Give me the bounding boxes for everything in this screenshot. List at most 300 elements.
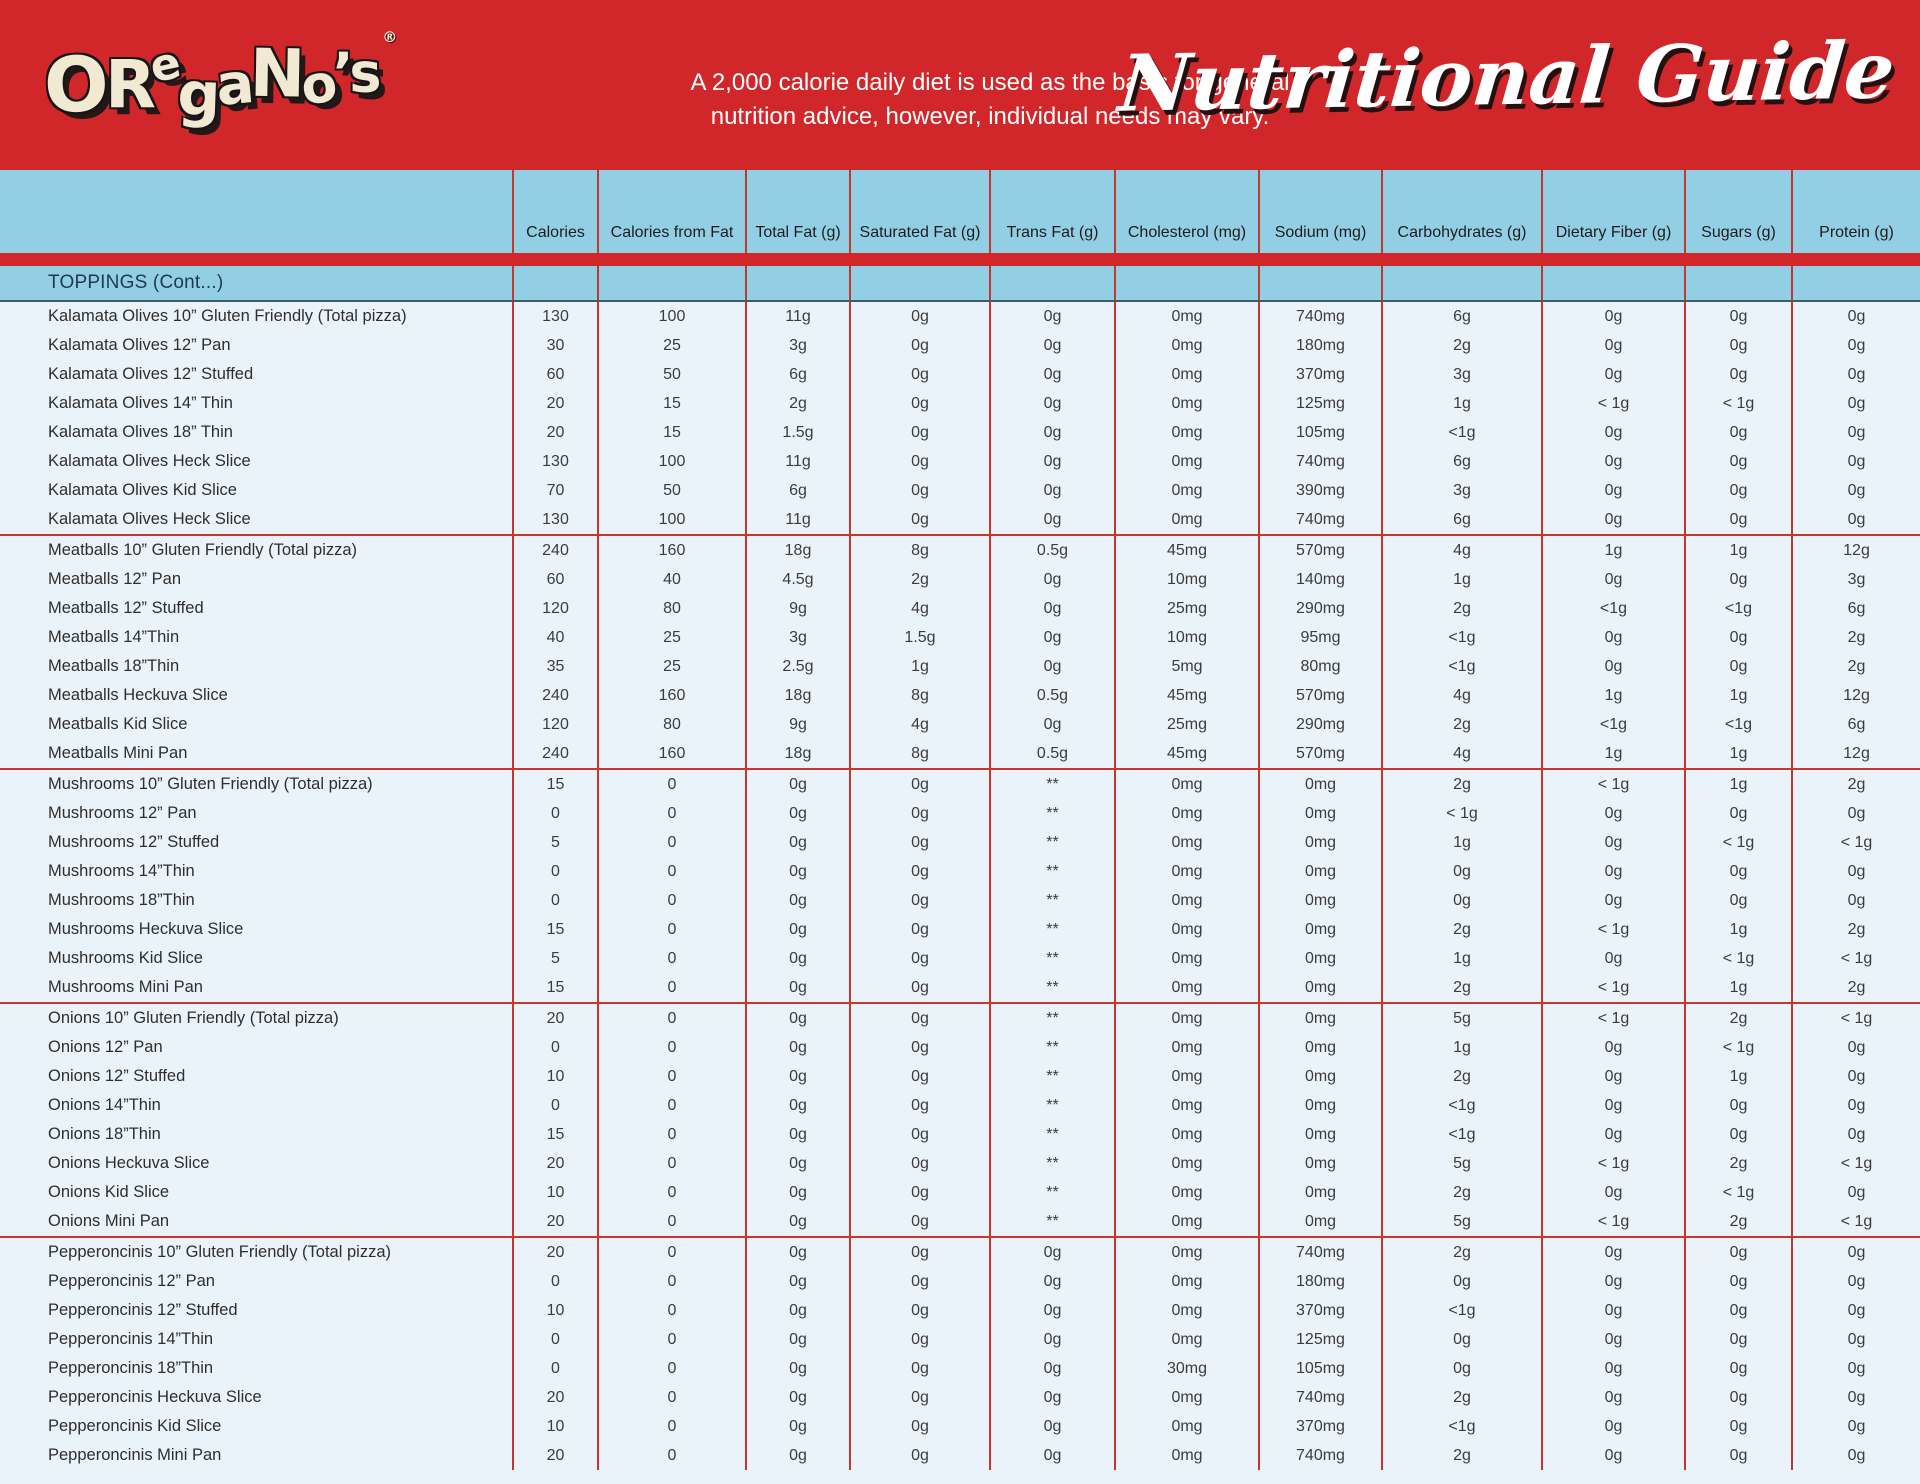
disclaimer-line-2: nutrition advice, however, individual needs may vary. xyxy=(710,103,1270,131)
table-row xyxy=(0,476,1920,505)
logo-letter: O xyxy=(42,39,107,131)
nutrition-value: 6g xyxy=(1793,594,1920,623)
nutrition-value: 1g xyxy=(1686,536,1793,565)
nutrition-value: 25 xyxy=(599,331,747,360)
nutrition-value: ** xyxy=(991,1149,1116,1178)
nutrition-value: 570mg xyxy=(1260,681,1383,710)
nutrition-value: 0g xyxy=(1686,857,1793,886)
nutrition-value: 740mg xyxy=(1260,505,1383,534)
nutrition-value: 0g xyxy=(1543,331,1686,360)
nutrition-value: 0mg xyxy=(1116,799,1260,828)
nutrition-value: 45mg xyxy=(1116,739,1260,768)
nutrition-value: 0mg xyxy=(1116,505,1260,534)
nutrition-value: < 1g xyxy=(1686,389,1793,418)
nutrition-value: 0 xyxy=(599,1325,747,1354)
nutrition-value: 20 xyxy=(514,1207,599,1236)
section-cell xyxy=(1383,266,1543,300)
nutrition-value: 290mg xyxy=(1260,594,1383,623)
nutrition-value: 0g xyxy=(1686,1383,1793,1412)
nutrition-value: 740mg xyxy=(1260,1383,1383,1412)
nutrition-value: 0g xyxy=(1543,1238,1686,1267)
nutrition-value: 0g xyxy=(1793,1354,1920,1383)
nutrition-value: 0g xyxy=(1543,505,1686,534)
nutrition-value: 60 xyxy=(514,565,599,594)
nutrition-value: 3g xyxy=(747,623,851,652)
nutrition-value: 2g xyxy=(1383,1383,1543,1412)
nutrition-value: 0g xyxy=(991,594,1116,623)
column-header-carbohydrates: Carbohydrates (g) xyxy=(1383,170,1543,253)
item-name: Onions 18”Thin xyxy=(0,1120,514,1149)
item-name: Onions Kid Slice xyxy=(0,1178,514,1207)
nutrition-value: 25mg xyxy=(1116,594,1260,623)
logo-letter: N xyxy=(249,34,302,113)
nutrition-value: 0g xyxy=(747,973,851,1002)
nutrition-value: 0g xyxy=(1543,447,1686,476)
item-name: Onions 10” Gluten Friendly (Total pizza) xyxy=(0,1004,514,1033)
section-cell xyxy=(599,266,747,300)
nutrition-value: 1.5g xyxy=(747,418,851,447)
nutrition-value: 0g xyxy=(747,1238,851,1267)
nutrition-value: 1g xyxy=(1686,681,1793,710)
nutrition-value: 45mg xyxy=(1116,681,1260,710)
item-name: Meatballs 10” Gluten Friendly (Total pizza) xyxy=(0,536,514,565)
nutrition-value: 370mg xyxy=(1260,1296,1383,1325)
nutrition-value: 6g xyxy=(1383,302,1543,331)
nutrition-value: 0g xyxy=(1793,1383,1920,1412)
nutrition-value: < 1g xyxy=(1543,1207,1686,1236)
nutrition-value: 8g xyxy=(851,681,991,710)
nutrition-value: 0g xyxy=(851,1383,991,1412)
nutrition-value: 25 xyxy=(599,623,747,652)
table-row xyxy=(0,418,1920,447)
nutrition-value: 0g xyxy=(1793,331,1920,360)
nutrition-value: 0.5g xyxy=(991,536,1116,565)
nutrition-value: 50 xyxy=(599,476,747,505)
column-header-total-fat: Total Fat (g) xyxy=(747,170,851,253)
nutrition-value: 0mg xyxy=(1260,944,1383,973)
nutrition-value: <1g xyxy=(1383,1091,1543,1120)
nutrition-value: 0g xyxy=(747,828,851,857)
nutrition-value: ** xyxy=(991,973,1116,1002)
nutrition-value: 100 xyxy=(599,447,747,476)
nutrition-value: <1g xyxy=(1686,594,1793,623)
nutrition-value: 0g xyxy=(1793,1178,1920,1207)
nutrition-value: 0g xyxy=(1543,1383,1686,1412)
item-name: Pepperoncinis 14”Thin xyxy=(0,1325,514,1354)
nutrition-value: 0 xyxy=(599,886,747,915)
nutrition-value: 1g xyxy=(1543,681,1686,710)
nutrition-value: 0g xyxy=(991,302,1116,331)
nutrition-value: 0 xyxy=(599,1178,747,1207)
item-name: Kalamata Olives 12” Pan xyxy=(0,331,514,360)
section-header-row xyxy=(0,266,1920,302)
nutrition-value: 0 xyxy=(599,770,747,799)
nutrition-value: 0g xyxy=(1686,1267,1793,1296)
nutrition-value: 0g xyxy=(991,476,1116,505)
nutrition-value: <1g xyxy=(1383,652,1543,681)
column-header-trans-fat: Trans Fat (g) xyxy=(991,170,1116,253)
nutrition-value: 2g xyxy=(1383,1238,1543,1267)
item-name: Mushrooms 18”Thin xyxy=(0,886,514,915)
nutrition-value: < 1g xyxy=(1686,944,1793,973)
nutrition-value: 12g xyxy=(1793,681,1920,710)
nutrition-value: 60 xyxy=(514,360,599,389)
nutrition-value: 0g xyxy=(1383,1354,1543,1383)
nutrition-value: 0g xyxy=(1543,1091,1686,1120)
nutrition-value: 3g xyxy=(747,331,851,360)
nutrition-value: 15 xyxy=(599,418,747,447)
column-header-calories-from-fat: Calories from Fat xyxy=(599,170,747,253)
nutrition-value: 0mg xyxy=(1116,944,1260,973)
nutrition-value: 0g xyxy=(851,1149,991,1178)
nutrition-value: < 1g xyxy=(1686,1033,1793,1062)
table-row xyxy=(0,1120,1920,1149)
item-name: Pepperoncinis Kid Slice xyxy=(0,1412,514,1441)
column-header-row xyxy=(0,170,1920,253)
item-name: Meatballs 12” Pan xyxy=(0,565,514,594)
nutrition-value: 2g xyxy=(747,389,851,418)
nutrition-value: 0g xyxy=(851,1207,991,1236)
nutrition-value: 2g xyxy=(1383,710,1543,739)
nutrition-value: 0g xyxy=(851,1267,991,1296)
nutrition-value: 1g xyxy=(1383,389,1543,418)
nutrition-value: 100 xyxy=(599,302,747,331)
nutrition-value: 0mg xyxy=(1116,389,1260,418)
item-name: Meatballs Mini Pan xyxy=(0,739,514,768)
nutrition-value: 370mg xyxy=(1260,1412,1383,1441)
nutrition-value: 0 xyxy=(599,1296,747,1325)
nutrition-value: 0g xyxy=(851,915,991,944)
nutrition-value: 0g xyxy=(1686,1325,1793,1354)
nutrition-value: 0g xyxy=(851,389,991,418)
item-name: Meatballs 12” Stuffed xyxy=(0,594,514,623)
nutrition-value: 0mg xyxy=(1116,1441,1260,1470)
nutrition-value: 0g xyxy=(1686,623,1793,652)
table-body xyxy=(0,302,1920,1470)
nutrition-value: < 1g xyxy=(1793,1207,1920,1236)
nutrition-value: 0g xyxy=(1543,1267,1686,1296)
nutrition-value: 105mg xyxy=(1260,418,1383,447)
item-name: Pepperoncinis Heckuva Slice xyxy=(0,1383,514,1412)
nutrition-value: 10mg xyxy=(1116,565,1260,594)
nutrition-value: 0g xyxy=(851,302,991,331)
table-row xyxy=(0,739,1920,768)
nutrition-table xyxy=(0,170,1920,1470)
table-row xyxy=(0,360,1920,389)
nutrition-value: 2g xyxy=(1383,594,1543,623)
nutrition-value: 3g xyxy=(1383,476,1543,505)
nutrition-value: <1g xyxy=(1686,710,1793,739)
nutrition-value: <1g xyxy=(1543,594,1686,623)
nutrition-value: 0g xyxy=(747,857,851,886)
nutrition-value: 80 xyxy=(599,710,747,739)
nutrition-value: 0g xyxy=(1686,1091,1793,1120)
nutrition-value: 0g xyxy=(747,1062,851,1091)
nutrition-value: 1g xyxy=(1383,565,1543,594)
column-header-dietary-fiber: Dietary Fiber (g) xyxy=(1543,170,1686,253)
item-name: Mushrooms 12” Stuffed xyxy=(0,828,514,857)
nutrition-value: 2g xyxy=(1383,331,1543,360)
nutrition-value: 0g xyxy=(1793,1091,1920,1120)
logo-letter: a xyxy=(213,51,254,119)
nutrition-value: 2g xyxy=(1383,973,1543,1002)
nutrition-value: 0g xyxy=(991,1412,1116,1441)
nutrition-value: 0g xyxy=(851,1354,991,1383)
nutrition-value: 0g xyxy=(1543,1412,1686,1441)
nutrition-value: 0g xyxy=(747,1033,851,1062)
item-name: Onions 12” Pan xyxy=(0,1033,514,1062)
nutrition-value: 1g xyxy=(1686,770,1793,799)
nutrition-value: 0mg xyxy=(1260,1120,1383,1149)
nutrition-value: 0 xyxy=(599,944,747,973)
item-name: Pepperoncinis 18”Thin xyxy=(0,1354,514,1383)
table-row xyxy=(0,1207,1920,1236)
nutrition-value: 0g xyxy=(991,1354,1116,1383)
nutrition-value: ** xyxy=(991,1062,1116,1091)
nutrition-value: 0g xyxy=(851,828,991,857)
nutrition-value: ** xyxy=(991,857,1116,886)
nutrition-value: 240 xyxy=(514,739,599,768)
nutrition-value: 0g xyxy=(1686,418,1793,447)
nutrition-value: 0mg xyxy=(1116,1120,1260,1149)
nutrition-value: < 1g xyxy=(1543,915,1686,944)
nutrition-value: 0g xyxy=(851,1120,991,1149)
nutrition-value: < 1g xyxy=(1686,1178,1793,1207)
item-name: Pepperoncinis Mini Pan xyxy=(0,1441,514,1470)
nutritional-guide-title: Nutritional Guide xyxy=(1115,25,1899,130)
nutrition-value: 0g xyxy=(1686,302,1793,331)
item-name: Onions Heckuva Slice xyxy=(0,1149,514,1178)
nutrition-value: 0g xyxy=(1793,857,1920,886)
nutrition-value: 2g xyxy=(1383,915,1543,944)
nutrition-value: 0mg xyxy=(1116,1267,1260,1296)
nutrition-value: 1.5g xyxy=(851,623,991,652)
nutrition-value: 0g xyxy=(1793,360,1920,389)
nutrition-value: 0 xyxy=(599,1033,747,1062)
nutrition-value: 20 xyxy=(514,1004,599,1033)
nutrition-value: 0mg xyxy=(1260,1178,1383,1207)
item-name: Meatballs Kid Slice xyxy=(0,710,514,739)
nutrition-value: 740mg xyxy=(1260,302,1383,331)
item-name: Meatballs 14”Thin xyxy=(0,623,514,652)
table-row xyxy=(0,973,1920,1002)
nutrition-value: 0 xyxy=(599,1383,747,1412)
nutrition-value: 740mg xyxy=(1260,447,1383,476)
nutrition-value: 120 xyxy=(514,710,599,739)
table-row xyxy=(0,1033,1920,1062)
nutrition-value: 11g xyxy=(747,505,851,534)
nutrition-value: 3g xyxy=(1383,360,1543,389)
nutrition-value: 0g xyxy=(991,710,1116,739)
section-cell xyxy=(1116,266,1260,300)
nutrition-value: 11g xyxy=(747,302,851,331)
table-row xyxy=(0,799,1920,828)
nutrition-value: <1g xyxy=(1383,1296,1543,1325)
nutrition-value: 8g xyxy=(851,739,991,768)
nutrition-value: 20 xyxy=(514,1238,599,1267)
nutrition-value: 0 xyxy=(514,857,599,886)
table-row xyxy=(0,1296,1920,1325)
nutrition-value: 0mg xyxy=(1116,360,1260,389)
nutrition-value: 5g xyxy=(1383,1149,1543,1178)
item-name: Meatballs Heckuva Slice xyxy=(0,681,514,710)
nutrition-value: <1g xyxy=(1383,1120,1543,1149)
nutrition-value: 20 xyxy=(514,1149,599,1178)
nutrition-value: 2g xyxy=(1686,1149,1793,1178)
nutrition-value: 0g xyxy=(1793,505,1920,534)
nutrition-value: 0g xyxy=(1686,1441,1793,1470)
nutrition-value: 120 xyxy=(514,594,599,623)
nutrition-value: 0g xyxy=(851,360,991,389)
nutrition-value: 0g xyxy=(991,1441,1116,1470)
nutrition-value: 0g xyxy=(1793,1238,1920,1267)
nutrition-value: 0g xyxy=(1686,1238,1793,1267)
nutrition-value: 0mg xyxy=(1116,1412,1260,1441)
nutrition-value: 0g xyxy=(747,915,851,944)
nutrition-value: 0g xyxy=(1686,331,1793,360)
nutrition-value: 0g xyxy=(851,505,991,534)
nutrition-value: 0mg xyxy=(1116,302,1260,331)
table-row xyxy=(0,447,1920,476)
table-row xyxy=(0,331,1920,360)
nutrition-value: 0g xyxy=(991,1383,1116,1412)
red-divider-bar xyxy=(0,253,1920,266)
item-name: Onions Mini Pan xyxy=(0,1207,514,1236)
nutrition-value: 0mg xyxy=(1116,770,1260,799)
nutrition-value: ** xyxy=(991,828,1116,857)
nutrition-value: 0mg xyxy=(1116,1325,1260,1354)
nutrition-value: 0 xyxy=(514,1267,599,1296)
nutrition-value: 0g xyxy=(1793,1033,1920,1062)
item-name: Meatballs 18”Thin xyxy=(0,652,514,681)
nutrition-value: 0g xyxy=(1793,389,1920,418)
nutrition-value: 2.5g xyxy=(747,652,851,681)
nutrition-value: 2g xyxy=(1793,623,1920,652)
nutrition-value: 0g xyxy=(991,623,1116,652)
table-row xyxy=(0,828,1920,857)
nutrition-value: 0g xyxy=(1543,652,1686,681)
nutrition-value: 105mg xyxy=(1260,1354,1383,1383)
nutrition-value: 0g xyxy=(991,1238,1116,1267)
section-cell xyxy=(1793,266,1920,300)
section-cell xyxy=(991,266,1116,300)
nutrition-value: 50 xyxy=(599,360,747,389)
nutrition-value: 6g xyxy=(1383,447,1543,476)
nutrition-value: 0g xyxy=(1543,1296,1686,1325)
item-name: Mushrooms Mini Pan xyxy=(0,973,514,1002)
nutrition-value: 40 xyxy=(514,623,599,652)
nutrition-value: 0g xyxy=(1543,1178,1686,1207)
nutrition-value: 290mg xyxy=(1260,710,1383,739)
nutrition-value: 3g xyxy=(1793,565,1920,594)
nutrition-value: < 1g xyxy=(1383,799,1543,828)
nutrition-value: 0g xyxy=(1383,1267,1543,1296)
item-name: Mushrooms 12” Pan xyxy=(0,799,514,828)
table-row xyxy=(0,1238,1920,1267)
nutrition-value: < 1g xyxy=(1793,828,1920,857)
nutrition-value: 0g xyxy=(1543,1325,1686,1354)
nutrition-value: 1g xyxy=(1383,1033,1543,1062)
nutrition-value: 0g xyxy=(1383,857,1543,886)
nutrition-value: 9g xyxy=(747,594,851,623)
nutrition-value: ** xyxy=(991,799,1116,828)
nutrition-value: 45mg xyxy=(1116,536,1260,565)
nutrition-value: ** xyxy=(991,944,1116,973)
nutrition-value: 25 xyxy=(599,652,747,681)
nutrition-value: 4g xyxy=(1383,739,1543,768)
nutrition-value: 0g xyxy=(851,1091,991,1120)
nutrition-value: 0g xyxy=(851,944,991,973)
nutrition-value: 4g xyxy=(851,710,991,739)
column-header-cholesterol: Cholesterol (mg) xyxy=(1116,170,1260,253)
nutrition-value: 0 xyxy=(599,1091,747,1120)
nutrition-value: 0g xyxy=(1793,1267,1920,1296)
nutrition-value: 15 xyxy=(599,389,747,418)
nutrition-value: 2g xyxy=(1383,1441,1543,1470)
nutrition-value: 0g xyxy=(747,1267,851,1296)
logo-letter: e xyxy=(145,37,182,94)
nutrition-value: 0g xyxy=(851,1178,991,1207)
nutrition-value: 10 xyxy=(514,1296,599,1325)
section-cell xyxy=(1260,266,1383,300)
nutrition-value: 0g xyxy=(851,973,991,1002)
nutrition-value: 240 xyxy=(514,681,599,710)
nutrition-value: 0g xyxy=(851,331,991,360)
nutrition-value: 160 xyxy=(599,681,747,710)
nutrition-value: 11g xyxy=(747,447,851,476)
nutrition-value: 0mg xyxy=(1116,828,1260,857)
nutrition-value: 0g xyxy=(1543,476,1686,505)
nutrition-value: 0g xyxy=(747,1178,851,1207)
table-row xyxy=(0,1267,1920,1296)
nutrition-value: ** xyxy=(991,886,1116,915)
nutrition-value: 0g xyxy=(747,799,851,828)
table-row xyxy=(0,505,1920,534)
table-row xyxy=(0,1383,1920,1412)
nutrition-value: 0mg xyxy=(1116,418,1260,447)
column-header-spacer xyxy=(0,170,514,253)
nutrition-value: 6g xyxy=(1383,505,1543,534)
nutrition-value: 160 xyxy=(599,536,747,565)
nutrition-value: 0g xyxy=(991,1267,1116,1296)
nutrition-value: 5 xyxy=(514,944,599,973)
nutrition-value: 0g xyxy=(1543,623,1686,652)
nutrition-value: 180mg xyxy=(1260,331,1383,360)
nutrition-value: 740mg xyxy=(1260,1238,1383,1267)
column-header-sodium: Sodium (mg) xyxy=(1260,170,1383,253)
nutrition-value: 9g xyxy=(747,710,851,739)
nutrition-value: 4g xyxy=(1383,536,1543,565)
nutrition-value: 95mg xyxy=(1260,623,1383,652)
nutrition-value: 130 xyxy=(514,505,599,534)
item-name: Mushrooms 14”Thin xyxy=(0,857,514,886)
nutrition-value: 570mg xyxy=(1260,536,1383,565)
nutrition-value: 1g xyxy=(1686,973,1793,1002)
nutrition-value: 0g xyxy=(1793,1441,1920,1470)
nutrition-value: 0g xyxy=(1686,886,1793,915)
table-row xyxy=(0,302,1920,331)
nutrition-value: 0 xyxy=(599,915,747,944)
nutrition-value: 0g xyxy=(991,565,1116,594)
nutrition-value: 0mg xyxy=(1116,915,1260,944)
table-row xyxy=(0,857,1920,886)
table-row xyxy=(0,1178,1920,1207)
nutrition-value: 1g xyxy=(1383,944,1543,973)
nutrition-value: 0mg xyxy=(1260,915,1383,944)
nutrition-value: 0g xyxy=(1686,1120,1793,1149)
nutrition-value: 0g xyxy=(1793,886,1920,915)
nutrition-value: 8g xyxy=(851,536,991,565)
